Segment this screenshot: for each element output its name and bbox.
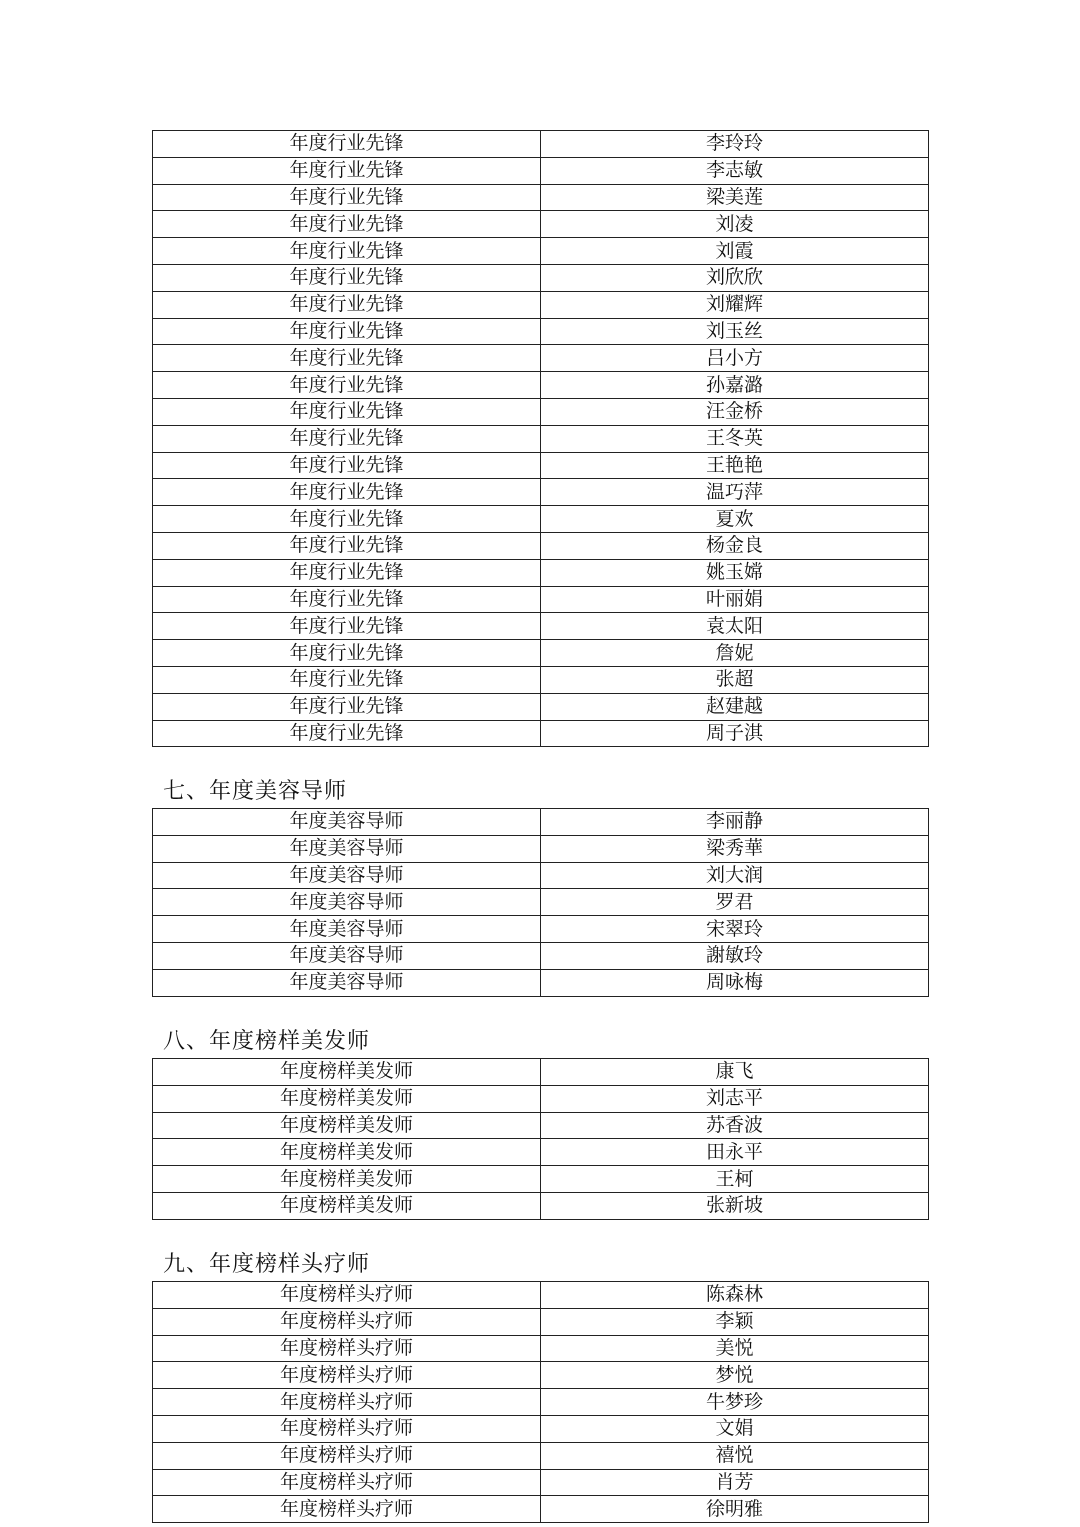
table-row <box>153 809 929 836</box>
table-row <box>153 1192 929 1219</box>
award-category-cell: 年度行业先锋 <box>153 184 541 211</box>
award-category-cell: 年度行业先锋 <box>153 238 541 265</box>
award-category-cell: 年度行业先锋 <box>153 666 541 693</box>
awardee-name-cell: 姚玉嫦 <box>541 559 929 586</box>
award-category-cell: 年度榜样头疗师 <box>153 1335 541 1362</box>
award-category-cell: 年度行业先锋 <box>153 131 541 158</box>
award-category-cell: 年度行业先锋 <box>153 559 541 586</box>
table-row <box>153 131 929 158</box>
award-category-cell: 年度行业先锋 <box>153 157 541 184</box>
awardee-name-cell: 叶丽娟 <box>541 586 929 613</box>
table-row <box>153 452 929 479</box>
award-table-industry-pioneer <box>152 130 929 747</box>
awardee-name-cell: 宋翠玲 <box>541 916 929 943</box>
award-category-cell: 年度榜样美发师 <box>153 1085 541 1112</box>
table-row <box>153 1059 929 1086</box>
awardee-name-cell: 李丽静 <box>541 809 929 836</box>
awardee-name-cell: 孙嘉潞 <box>541 372 929 399</box>
awardee-name-cell: 刘大润 <box>541 862 929 889</box>
awardee-name-cell: 徐明雅 <box>541 1496 929 1523</box>
awardee-name-cell: 张超 <box>541 666 929 693</box>
awardee-name-cell: 刘欣欣 <box>541 264 929 291</box>
table-row <box>153 372 929 399</box>
awardee-name-cell: 文娟 <box>541 1415 929 1442</box>
award-category-cell: 年度行业先锋 <box>153 640 541 667</box>
awardee-name-cell: 王艳艳 <box>541 452 929 479</box>
award-category-cell: 年度榜样美发师 <box>153 1192 541 1219</box>
award-category-cell: 年度榜样头疗师 <box>153 1282 541 1309</box>
award-table-model-head-therapist <box>152 1281 929 1523</box>
award-category-cell: 年度行业先锋 <box>153 586 541 613</box>
awardee-name-cell: 李玲玲 <box>541 131 929 158</box>
award-category-cell: 年度行业先锋 <box>153 479 541 506</box>
table-row <box>153 1282 929 1309</box>
table-row <box>153 425 929 452</box>
awardee-name-cell: 周子淇 <box>541 720 929 747</box>
table-row <box>153 693 929 720</box>
awardee-name-cell: 李志敏 <box>541 157 929 184</box>
award-category-cell: 年度行业先锋 <box>153 345 541 372</box>
table-row <box>153 559 929 586</box>
table-row <box>153 942 929 969</box>
award-category-cell: 年度榜样头疗师 <box>153 1496 541 1523</box>
awardee-name-cell: 苏香波 <box>541 1112 929 1139</box>
awardee-name-cell: 王柯 <box>541 1166 929 1193</box>
award-category-cell: 年度行业先锋 <box>153 425 541 452</box>
award-category-cell: 年度美容导师 <box>153 969 541 996</box>
awardee-name-cell: 赵建越 <box>541 693 929 720</box>
awardee-name-cell: 梦悦 <box>541 1362 929 1389</box>
award-category-cell: 年度美容导师 <box>153 889 541 916</box>
award-category-cell: 年度行业先锋 <box>153 372 541 399</box>
award-category-cell: 年度榜样美发师 <box>153 1166 541 1193</box>
awardee-name-cell: 康飞 <box>541 1059 929 1086</box>
awardee-name-cell: 田永平 <box>541 1139 929 1166</box>
awardee-name-cell: 袁太阳 <box>541 613 929 640</box>
award-category-cell: 年度行业先锋 <box>153 318 541 345</box>
table-row <box>153 506 929 533</box>
awardee-name-cell: 夏欢 <box>541 506 929 533</box>
award-category-cell: 年度榜样头疗师 <box>153 1469 541 1496</box>
table-row <box>153 1139 929 1166</box>
awardee-name-cell: 罗君 <box>541 889 929 916</box>
award-category-cell: 年度美容导师 <box>153 862 541 889</box>
award-category-cell: 年度榜样头疗师 <box>153 1308 541 1335</box>
award-category-cell: 年度榜样头疗师 <box>153 1362 541 1389</box>
award-category-cell: 年度行业先锋 <box>153 291 541 318</box>
award-table-beauty-mentor <box>152 808 929 997</box>
table-row <box>153 916 929 943</box>
award-category-cell: 年度行业先锋 <box>153 264 541 291</box>
awardee-name-cell: 謝敏玲 <box>541 942 929 969</box>
awardee-name-cell: 詹妮 <box>541 640 929 667</box>
awardee-name-cell: 美悦 <box>541 1335 929 1362</box>
table-row <box>153 969 929 996</box>
table-row <box>153 613 929 640</box>
table-row <box>153 318 929 345</box>
table-row <box>153 1469 929 1496</box>
awardee-name-cell: 张新坡 <box>541 1192 929 1219</box>
award-category-cell: 年度行业先锋 <box>153 398 541 425</box>
table-row <box>153 1496 929 1523</box>
section-heading-beauty-mentor: 七、年度美容导师 <box>163 779 348 804</box>
award-category-cell: 年度行业先锋 <box>153 613 541 640</box>
table-row <box>153 1166 929 1193</box>
awardee-name-cell: 刘志平 <box>541 1085 929 1112</box>
table-row <box>153 720 929 747</box>
table-row <box>153 345 929 372</box>
award-category-cell: 年度榜样头疗师 <box>153 1442 541 1469</box>
award-category-cell: 年度榜样头疗师 <box>153 1415 541 1442</box>
award-table-model-hairdresser <box>152 1058 929 1220</box>
award-category-cell: 年度榜样美发师 <box>153 1139 541 1166</box>
table-row <box>153 211 929 238</box>
table-row <box>153 1085 929 1112</box>
award-category-cell: 年度行业先锋 <box>153 452 541 479</box>
table-row <box>153 184 929 211</box>
section-heading-model-hairdresser: 八、年度榜样美发师 <box>163 1029 371 1054</box>
table-row <box>153 640 929 667</box>
table-row <box>153 1389 929 1416</box>
table-row <box>153 264 929 291</box>
table-row <box>153 1362 929 1389</box>
table-row <box>153 532 929 559</box>
award-category-cell: 年度行业先锋 <box>153 506 541 533</box>
awardee-name-cell: 陈森林 <box>541 1282 929 1309</box>
award-category-cell: 年度美容导师 <box>153 835 541 862</box>
table-row <box>153 666 929 693</box>
table-row <box>153 1335 929 1362</box>
table-row <box>153 1308 929 1335</box>
table-row <box>153 291 929 318</box>
award-category-cell: 年度美容导师 <box>153 916 541 943</box>
table-row <box>153 862 929 889</box>
awardee-name-cell: 李颖 <box>541 1308 929 1335</box>
award-category-cell: 年度行业先锋 <box>153 720 541 747</box>
awardee-name-cell: 周咏梅 <box>541 969 929 996</box>
award-category-cell: 年度榜样头疗师 <box>153 1389 541 1416</box>
table-row <box>153 889 929 916</box>
table-row <box>153 157 929 184</box>
table-row <box>153 835 929 862</box>
awardee-name-cell: 肖芳 <box>541 1469 929 1496</box>
table-row <box>153 1112 929 1139</box>
awardee-name-cell: 刘霞 <box>541 238 929 265</box>
award-category-cell: 年度美容导师 <box>153 942 541 969</box>
table-row <box>153 586 929 613</box>
awardee-name-cell: 梁美莲 <box>541 184 929 211</box>
awardee-name-cell: 王冬英 <box>541 425 929 452</box>
table-row <box>153 238 929 265</box>
awardee-name-cell: 温巧萍 <box>541 479 929 506</box>
table-row <box>153 1415 929 1442</box>
award-category-cell: 年度榜样美发师 <box>153 1112 541 1139</box>
awardee-name-cell: 吕小方 <box>541 345 929 372</box>
awardee-name-cell: 牛梦珍 <box>541 1389 929 1416</box>
table-row <box>153 1442 929 1469</box>
awardee-name-cell: 禧悦 <box>541 1442 929 1469</box>
award-category-cell: 年度美容导师 <box>153 809 541 836</box>
award-category-cell: 年度行业先锋 <box>153 211 541 238</box>
awardee-name-cell: 刘凌 <box>541 211 929 238</box>
awardee-name-cell: 汪金桥 <box>541 398 929 425</box>
award-category-cell: 年度行业先锋 <box>153 532 541 559</box>
table-row <box>153 398 929 425</box>
table-row <box>153 479 929 506</box>
award-category-cell: 年度行业先锋 <box>153 693 541 720</box>
award-category-cell: 年度榜样美发师 <box>153 1059 541 1086</box>
awardee-name-cell: 梁秀華 <box>541 835 929 862</box>
awardee-name-cell: 刘玉丝 <box>541 318 929 345</box>
section-heading-model-head-therapist: 九、年度榜样头疗师 <box>163 1252 371 1277</box>
awardee-name-cell: 刘耀辉 <box>541 291 929 318</box>
awardee-name-cell: 杨金良 <box>541 532 929 559</box>
